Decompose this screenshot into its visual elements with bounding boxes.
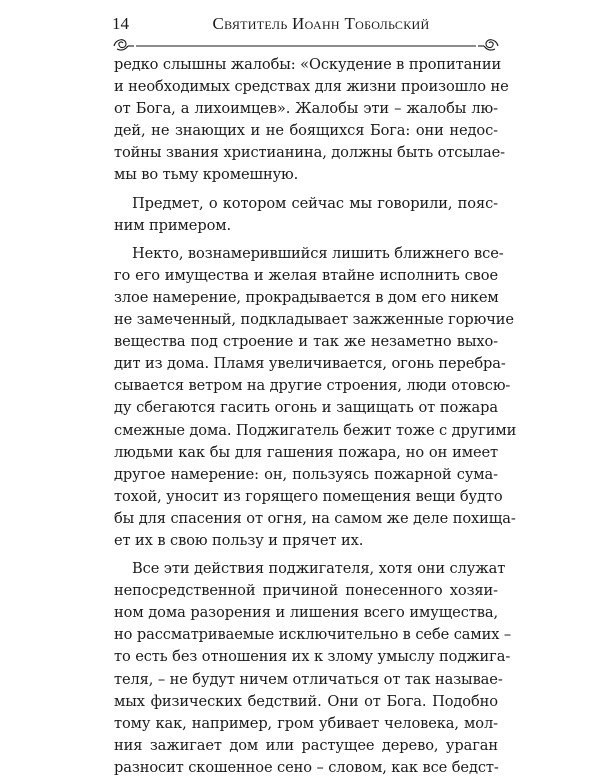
text-line: вещества под строение и так же незаметно выхо- [114,333,498,351]
text-line: то есть без отношения их к злому умыслу поджига- [114,648,511,666]
text-line: но рассматриваемые исключительно в себе самих – [114,626,512,644]
text-line: дей, не знающих и не боящихся Бога: они недос- [114,122,498,140]
text-line: ет их в свою пользу и прячет их. [114,531,364,549]
header-ornament [112,34,500,54]
running-title: Святитель Иоанн Тобольский [212,14,430,33]
text-line: злое намерение, прокрадывается в дом его никем [114,288,499,306]
paragraph-1 [114,54,509,187]
text-line: го его имущества и желая втайне исполнить свое [114,266,498,284]
text-line: мых физических бедствий. Они от Бога. Подобно [114,692,498,710]
text-line: бы для спасения от огня, на самом же деле похищa- [114,509,516,527]
text-line: сывается ветром на другие строения, люди отовсю- [114,377,511,395]
text-line: Некто, вознамерившийся лишить ближнего все- [132,244,504,262]
page-number: 14 [112,14,129,33]
text-line: тохой, уносит из горящего помещения вещи будто [114,487,503,505]
paragraph-3 [114,243,517,552]
text-line: редко слышны жалобы: «Оскудение в пропитании [114,56,502,73]
text-line: дит из дома. Пламя увеличивается, огонь перебра- [114,355,506,373]
text-line: ду сбегаются гасить огонь и защищать от пожара [114,399,498,417]
text-line: ним примером. [114,216,232,234]
body-text [114,54,517,779]
text-line: Все эти действия поджигателя, хотя они служат [132,560,506,578]
text-line: ния зажигает дом или растущее дерево, ураган [114,736,498,754]
text-line: людьми как бы для гашения пожара, но он имеет [114,443,498,461]
text-line: не замеченный, подкладывает зажженные горючие [114,311,514,329]
text-line: от Бога, а лихоимцев». Жалобы эти – жалобы лю- [114,100,498,118]
text-line: ном дома разорения и лишения всего имущества, [114,604,498,622]
text-line: тойны звания христианина, должны быть отсылае- [114,144,505,162]
ornament-rule-icon [112,34,500,54]
text-line: непосредственной причиной понесенного хозяи- [114,582,498,600]
paragraph-4 [114,558,512,779]
text-line: другое намерение: он, пользуясь пожарной сума- [114,465,498,483]
text-line: смежные дома. Поджигатель бежит тоже с другими [114,421,517,439]
text-line: теля, – не будут ничем отличаться от так называе- [114,670,503,688]
text-line: тому как, например, гром убивает человека, мол- [114,714,498,732]
text-line: Предмет, о котором сейчас мы говорили, пояс- [132,194,498,212]
paragraph-2 [114,193,498,237]
text-line: мы во тьму кромешную. [114,166,299,184]
text-line: и необходимых средствах для жизни произошло не [114,78,509,96]
text-line: разносит скошенное сено – словом, как все бедст- [114,758,499,776]
